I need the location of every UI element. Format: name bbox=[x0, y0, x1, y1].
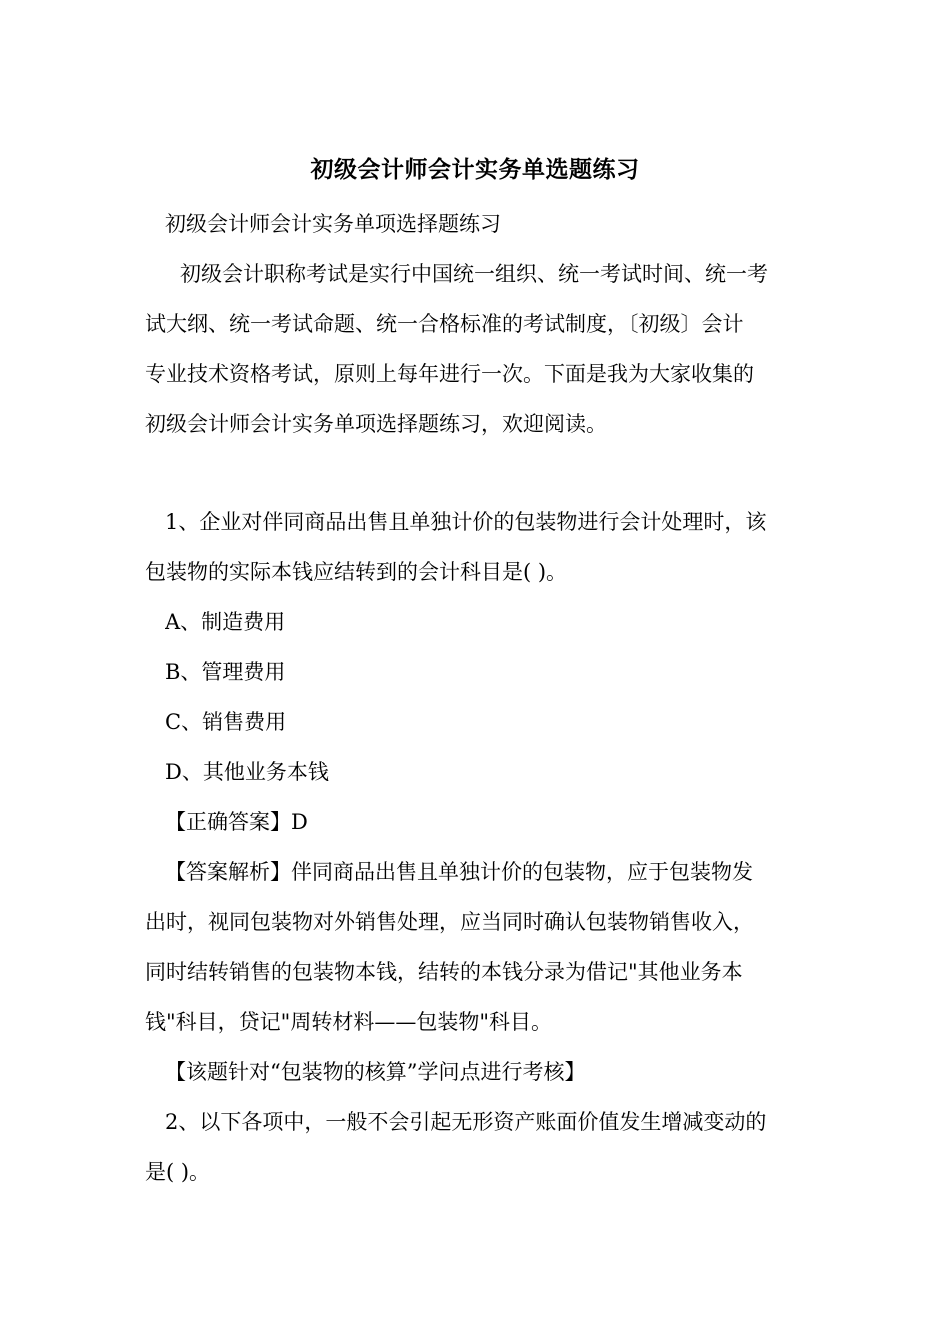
intro-line: 试大纲、统一考试命题、统一合格标准的考试制度，〔初级〕会计 bbox=[145, 312, 744, 336]
intro-line: 专业技术资格考试，原则上每年进行一次。下面是我为大家收集的 bbox=[145, 362, 754, 386]
option-b: B、管理费用 bbox=[165, 660, 286, 684]
subtitle: 初级会计师会计实务单项选择题练习 bbox=[165, 212, 501, 236]
question-1-stem: 1、企业对伴同商品出售且单独计价的包装物进行会计处理时，该 bbox=[165, 510, 767, 534]
question-2-stem: 是( )。 bbox=[145, 1160, 211, 1184]
option-d: D、其他业务本钱 bbox=[165, 760, 329, 784]
knowledge-point: 【该题针对“包装物的核算”学问点进行考核】 bbox=[165, 1060, 586, 1084]
correct-answer: 【正确答案】D bbox=[165, 810, 308, 834]
answer-analysis: 出时，视同包装物对外销售处理，应当同时确认包装物销售收入， bbox=[145, 910, 754, 934]
intro-line: 初级会计师会计实务单项选择题练习，欢迎阅读。 bbox=[145, 412, 607, 436]
answer-analysis: 【答案解析】伴同商品出售且单独计价的包装物，应于包装物发 bbox=[165, 860, 753, 884]
option-c: C、销售费用 bbox=[165, 710, 287, 734]
page-title: 初级会计师会计实务单选题练习 bbox=[310, 156, 640, 183]
answer-analysis: 钱"科目，贷记"周转材料——包装物"科目。 bbox=[145, 1010, 552, 1034]
question-1-stem: 包装物的实际本钱应结转到的会计科目是( )。 bbox=[145, 560, 568, 584]
answer-analysis: 同时结转销售的包装物本钱，结转的本钱分录为借记"其他业务本 bbox=[145, 960, 743, 984]
question-2-stem: 2、以下各项中，一般不会引起无形资产账面价值发生增减变动的 bbox=[165, 1110, 767, 1134]
intro-line: 初级会计职称考试是实行中国统一组织、统一考试时间、统一考 bbox=[180, 262, 768, 286]
option-a: A、制造费用 bbox=[165, 610, 286, 634]
